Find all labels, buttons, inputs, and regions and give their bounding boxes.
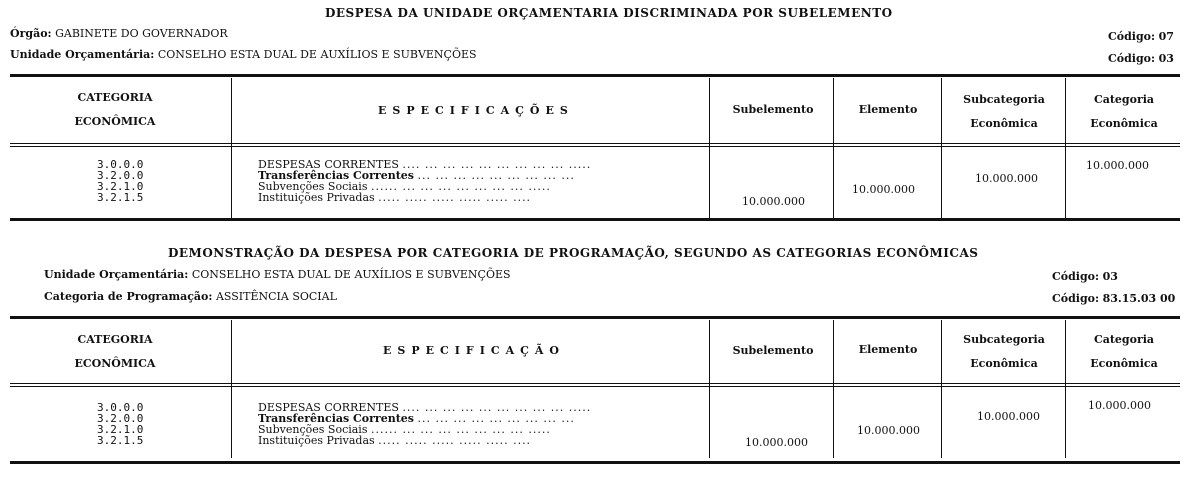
t2-hdr-categoria-econ-l1: Categoria [1093, 333, 1155, 346]
t2-spec-1: Transferências Correntes [258, 412, 414, 425]
t1-hdr-subcategoria [944, 88, 1064, 136]
t1-vline-1 [231, 78, 232, 218]
t2-hdr-elemento: Elemento [858, 343, 918, 356]
orgao-code [1108, 30, 1174, 43]
t2-vline-4 [941, 320, 942, 458]
programacao-line [44, 290, 337, 303]
t2-hdr-subcategoria [944, 328, 1064, 376]
t2-spec-row-1: Transferências Correntes ... ... ... ... ... ... ... ... ... [258, 412, 575, 425]
t1-code-0: 3.0.0.0 [97, 158, 144, 171]
t1-vline-3 [833, 78, 834, 218]
table2-header-rule [10, 383, 1180, 384]
t1-hdr-subcategoria-l1: Subcategoria [963, 93, 1045, 106]
t2-hdr-especificacao: ESPECIFICAÇÃO [383, 344, 566, 357]
t1-spec-1: Transferências Correntes [258, 169, 414, 182]
t2-hdr-categoria-econ-l2: Econômica [1090, 357, 1158, 370]
t2-code-2: 3.2.1.0 [97, 423, 144, 436]
table2-header-rule-2 [10, 386, 1180, 387]
t2-code-0: 3.0.0.0 [97, 401, 144, 414]
t2-spec-row-2: Subvenções Sociais ...... ... ... ... ... ... ... ... ..... [258, 423, 551, 436]
unidade-label-2: Unidade Orçamentária: [44, 268, 189, 281]
programacao-code [1052, 292, 1175, 305]
table1-bottom-rule [10, 218, 1180, 221]
unidade-code-2 [1052, 270, 1118, 283]
t2-spec-0: DESPESAS CORRENTES [258, 401, 399, 414]
t1-hdr-elemento: Elemento [858, 103, 918, 116]
t2-spec-2: Subvenções Sociais [258, 423, 368, 436]
t1-hdr-categoria-econ-l2: Econômica [1090, 117, 1158, 130]
t2-vline-3 [833, 320, 834, 458]
t1-hdr-especificacoes: ESPECIFICAÇÕES [378, 104, 574, 117]
t1-hdr-categoria-l1: CATEGORIA [77, 91, 153, 104]
programacao-code-label: Código: [1052, 292, 1100, 305]
t1-specs [258, 159, 704, 203]
t1-vline-2 [709, 78, 710, 218]
programacao-value: ASSITÊNCIA SOCIAL [215, 290, 337, 303]
unidade-value-1: CONSELHO ESTA DUAL DE AUXÍLIOS E SUBVENÇÕES [157, 48, 477, 61]
unidade-code-label-1: Código: [1108, 52, 1156, 65]
t1-hdr-categoria-econ-l1: Categoria [1093, 93, 1155, 106]
t1-spec-row-0: DESPESAS CORRENTES .... ... ... ... ... ... ... ... ... ..... [258, 158, 592, 171]
orgao-code-value: 07 [1158, 30, 1174, 43]
unidade-value-2: CONSELHO ESTA DUAL DE AUXÍLIOS E SUBVENÇÕES [191, 268, 511, 281]
table1-header-rule [10, 143, 1180, 144]
unidade-label-1: Unidade Orçamentária: [10, 48, 155, 61]
t2-hdr-subcategoria-l1: Subcategoria [963, 333, 1045, 346]
unidade-code-label-2: Código: [1052, 270, 1100, 283]
t1-spec-row-2: Subvenções Sociais ...... ... ... ... ... ... ... ... ..... [258, 180, 551, 193]
orgao-value: GABINETE DO GOVERNADOR [55, 27, 228, 40]
t2-elemento-value: 10.000.000 [857, 424, 920, 437]
t2-spec-3: Instituições Privadas [258, 434, 375, 447]
t1-spec-3: Instituições Privadas [258, 191, 375, 204]
table2-top-rule [10, 316, 1180, 319]
t1-codes [97, 159, 143, 203]
t2-vline-2 [709, 320, 710, 458]
table2-bottom-rule [10, 461, 1180, 464]
t1-vline-5 [1065, 78, 1066, 218]
section1-title: DESPESA DA UNIDADE ORÇAMENTARIA DISCRIMINADA POR SUBELEMENTO [325, 6, 893, 20]
unidade-line-1 [10, 48, 477, 61]
t1-hdr-categoria-l2: ECONÔMICA [74, 115, 156, 128]
t2-hdr-categoria-l2: ECONÔMICA [74, 357, 156, 370]
programacao-label: Categoria de Programação: [44, 290, 213, 303]
t1-code-2: 3.2.1.0 [97, 180, 144, 193]
t2-specs [258, 402, 704, 446]
t2-subcategoria-value: 10.000.000 [977, 410, 1040, 423]
t1-hdr-categoria [30, 86, 200, 134]
table1-top-rule [10, 74, 1180, 77]
t1-code-1: 3.2.0.0 [97, 169, 144, 182]
t2-subelemento-value: 10.000.000 [745, 436, 808, 449]
orgao-code-label: Código: [1108, 30, 1156, 43]
t1-vline-4 [941, 78, 942, 218]
t1-spec-0: DESPESAS CORRENTES [258, 158, 399, 171]
t1-subelemento-value: 10.000.000 [742, 195, 805, 208]
orgao-label: Órgão: [10, 27, 52, 40]
t2-hdr-categoria-l1: CATEGORIA [77, 333, 153, 346]
t2-spec-row-3: Instituições Privadas ..... ..... ..... ..... ..... .... [258, 434, 532, 447]
unidade-code-1 [1108, 52, 1174, 65]
t1-spec-2: Subvenções Sociais [258, 180, 368, 193]
t1-elemento-value: 10.000.000 [852, 183, 915, 196]
unidade-code-value-1: 03 [1158, 52, 1174, 65]
t2-codes [97, 402, 143, 446]
t2-hdr-categoria [30, 328, 200, 376]
t2-categoria-value: 10.000.000 [1088, 399, 1151, 412]
unidade-code-value-2: 03 [1102, 270, 1118, 283]
t2-code-3: 3.2.1.5 [97, 434, 144, 447]
t1-spec-row-3: Instituições Privadas ..... ..... ..... ..... ..... .... [258, 191, 532, 204]
table1-header-rule-2 [10, 146, 1180, 147]
t1-hdr-subcategoria-l2: Econômica [970, 117, 1038, 130]
t2-hdr-subcategoria-l2: Econômica [970, 357, 1038, 370]
t1-spec-row-1: Transferências Correntes ... ... ... ... ... ... ... ... ... [258, 169, 575, 182]
unidade-line-2 [44, 268, 511, 281]
programacao-code-value: 83.15.03 00 [1102, 292, 1176, 305]
t2-hdr-subelemento: Subelemento [732, 344, 814, 357]
t2-code-1: 3.2.0.0 [97, 412, 144, 425]
t2-spec-row-0: DESPESAS CORRENTES .... ... ... ... ... ... ... ... ... ..... [258, 401, 592, 414]
section2-title: DEMONSTRAÇÃO DA DESPESA POR CATEGORIA DE PROGRAMAÇÃO, SEGUNDO AS CATEGORIAS ECONÔMICAS [168, 246, 979, 260]
t1-hdr-categoria-econ [1068, 88, 1180, 136]
t2-hdr-categoria-econ [1068, 328, 1180, 376]
t2-vline-5 [1065, 320, 1066, 458]
t1-code-3: 3.2.1.5 [97, 191, 144, 204]
t1-subcategoria-value: 10.000.000 [975, 172, 1038, 185]
t1-categoria-value: 10.000.000 [1086, 159, 1149, 172]
t2-vline-1 [231, 320, 232, 458]
t1-hdr-subelemento: Subelemento [732, 103, 814, 116]
orgao-line [10, 27, 228, 40]
